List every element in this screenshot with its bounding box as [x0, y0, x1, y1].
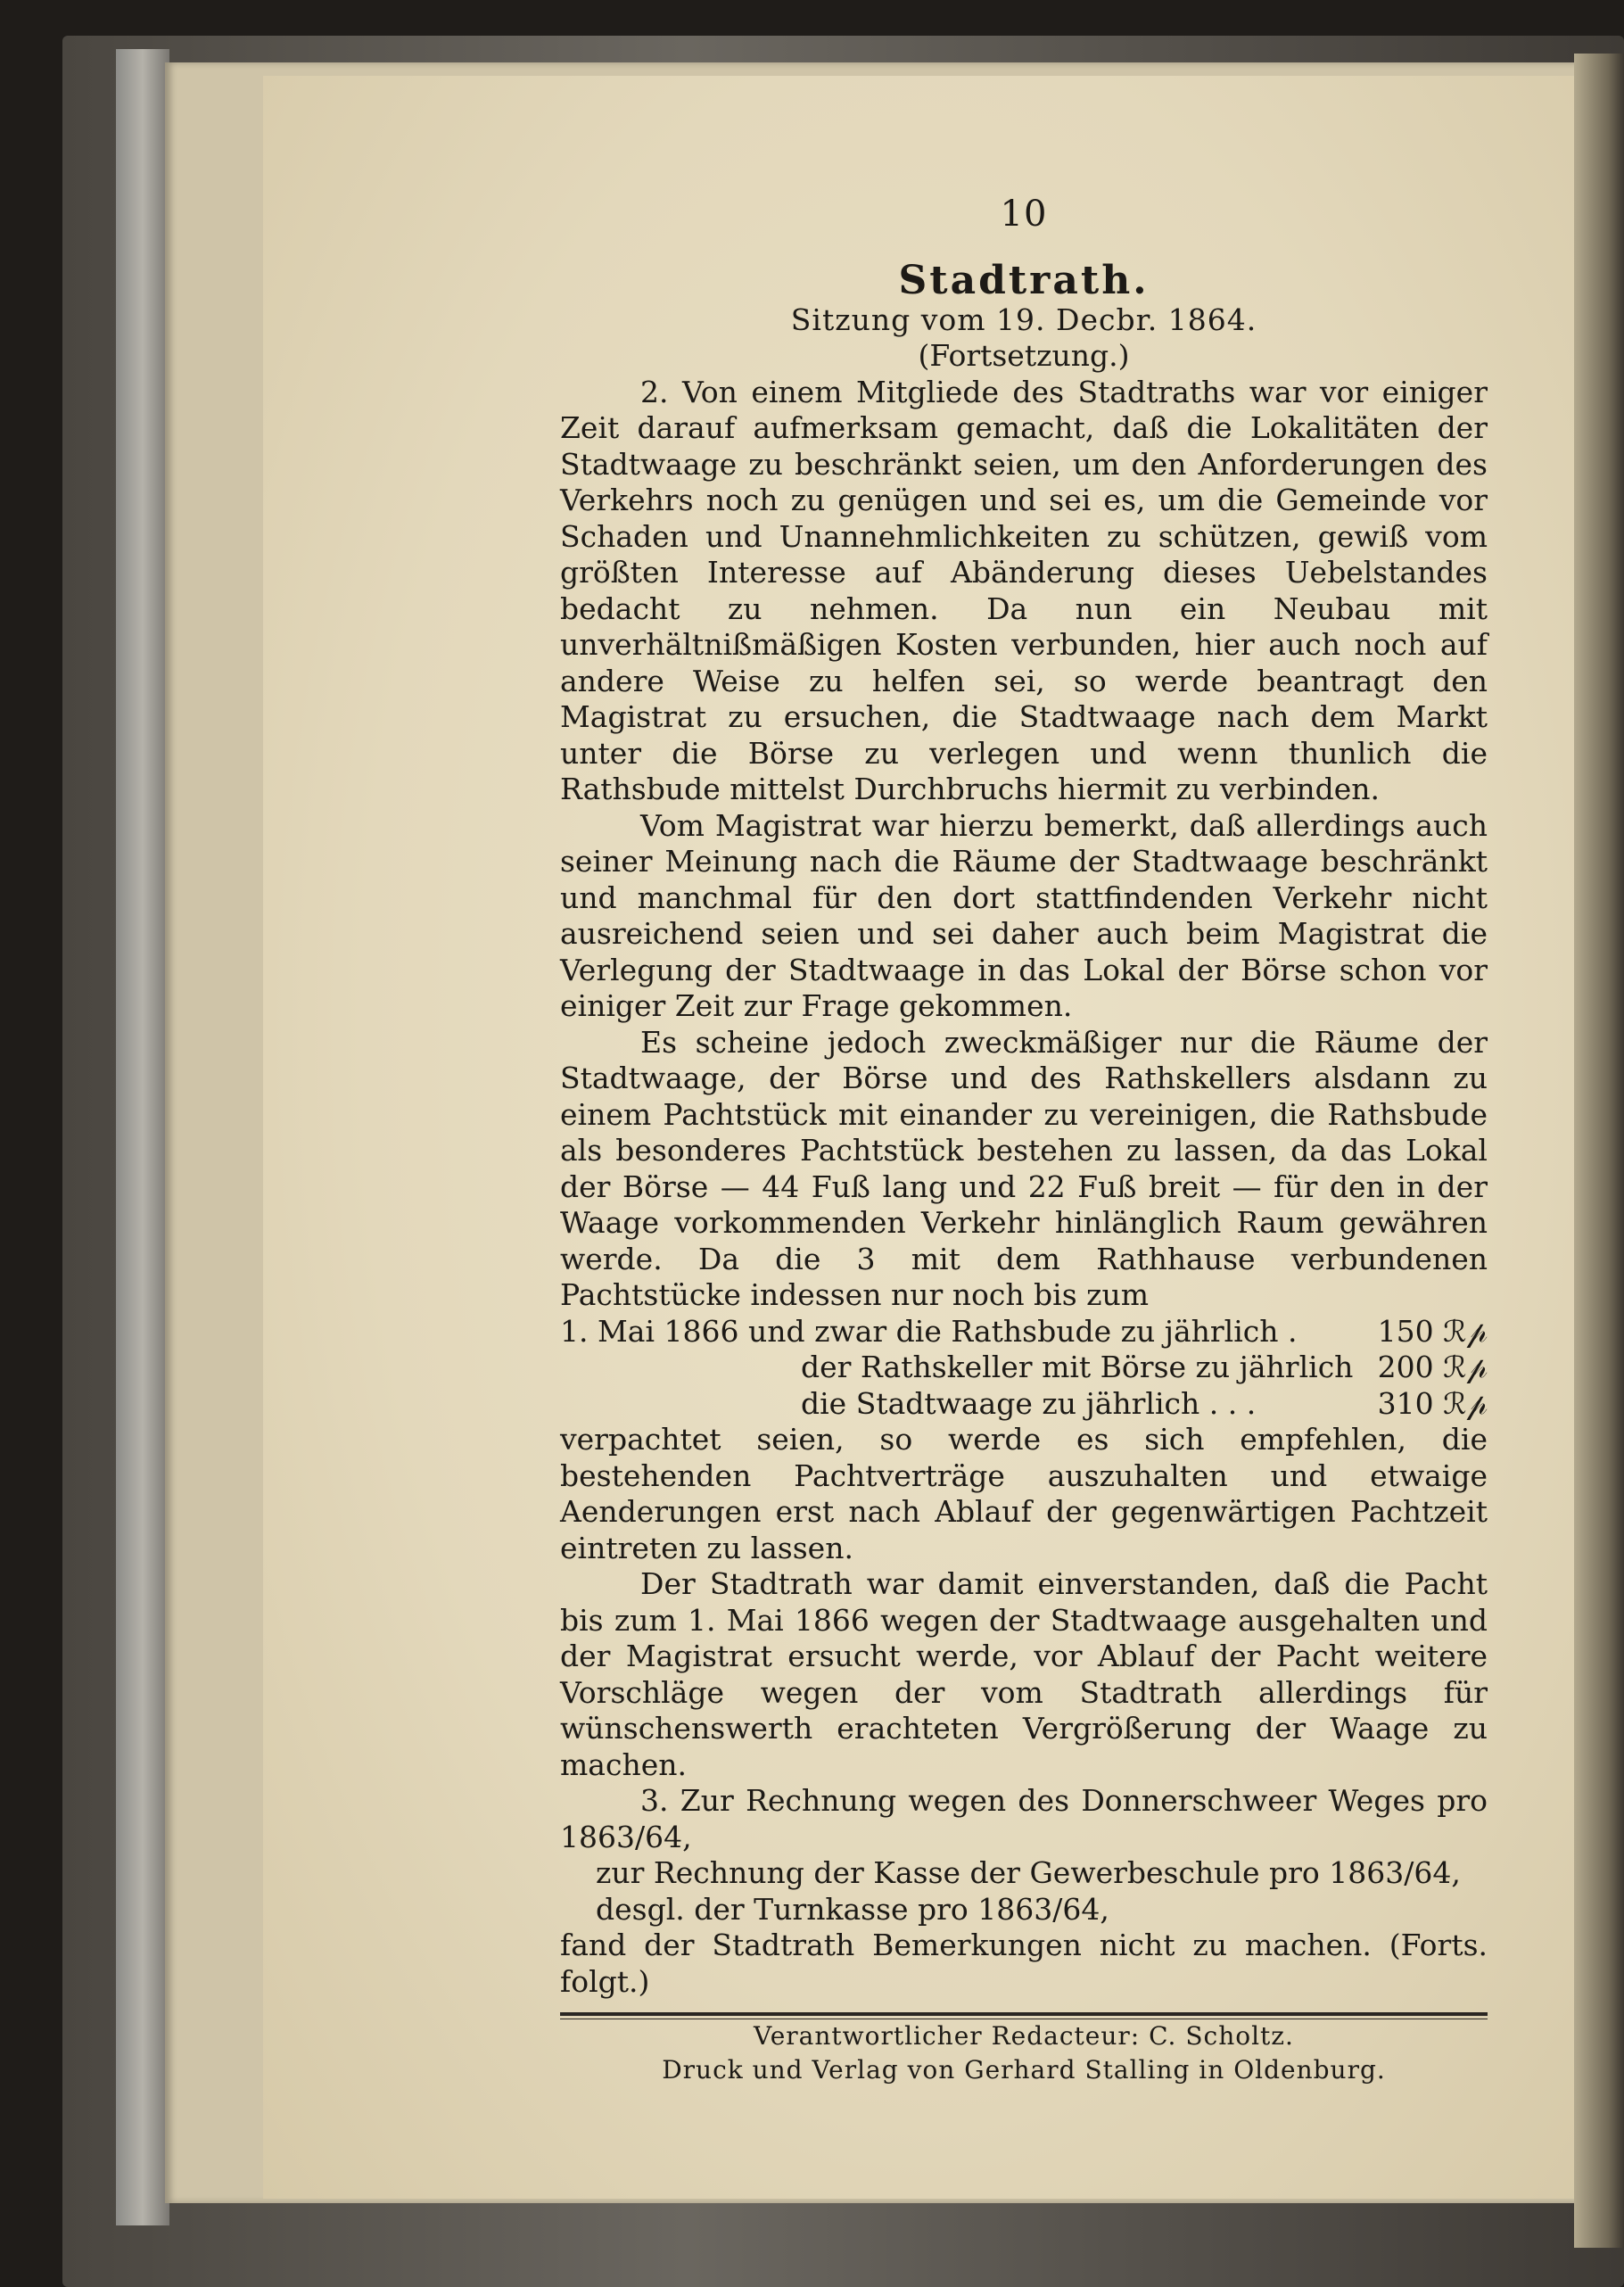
paragraph-lease-continuation: verpachtet seien, so werde es sich empfehlen, die bestehenden Pachtverträge auszuhalten und etwaige Aenderungen erst nach Ablauf der gegenwärtigen Pachtzeit eintreten zu lassen. [560, 1422, 1488, 1565]
printer-line: Druck und Verlag von Gerhard Stalling in Oldenburg. [662, 2055, 1386, 2085]
accounts-conclusion: fand der Stadtrath Bemerkungen nicht zu machen. (Forts. folgt.) [560, 1928, 1488, 1999]
accounts-line-gewerbeschule: zur Rechnung der Kasse der Gewerbeschule pro 1863/64, [596, 1855, 1461, 1890]
continuation-note: (Fortsetzung.) [918, 338, 1130, 373]
rent-row-rathskeller [560, 1350, 1488, 1386]
paragraph-resolution: Der Stadtrath war damit einverstanden, daß die Pacht bis zum 1. Mai 1866 wegen der Stadtwaage ausgehalten und der Magistrat ersucht werde, vor Ablauf der Pacht weitere Vorschläge wegen der vom Stadtrath allerdings für wünschenswerth erachteten Vergrößerung der Waage zu machen. [560, 1566, 1488, 1782]
rent-label: die Stadtwaage zu jährlich . . . [801, 1385, 1257, 1421]
section-title: Stadtrath. [898, 257, 1150, 303]
rent-amount: 200 ℛ𝓅 [1377, 1350, 1488, 1384]
accounts-line-turnkasse: desgl. der Turnkasse pro 1863/64, [596, 1891, 1109, 1927]
editor-line: Verantwortlicher Redacteur: C. Scholtz. [754, 2021, 1294, 2051]
rent-row-stadtwaage [560, 1386, 1488, 1423]
rent-amount: 150 ℛ𝓅 [1377, 1313, 1488, 1349]
rent-label: der Rathskeller mit Börse zu jährlich [801, 1350, 1354, 1384]
book-gutter [1574, 54, 1624, 2248]
rent-row-rathsbude [560, 1314, 1488, 1350]
cover-edge [116, 49, 169, 2225]
paragraph-proposal: Es scheine jedoch zweckmäßiger nur die Räume der Stadtwaage, der Börse und des Rathskellers alsdann zu einem Pachtstück mit einander zu vereinigen, die Rathsbude als besonderes Pachtstück bestehen zu lassen, da das Lokal der Börse — 44 Fuß lang und 22 Fuß breit — für den in der Waage vorkommenden Verkehr hinlänglich Raum gewähren werde. Da die 3 mit dem Rathhause verbundenen Pachtstücke indessen nur noch bis zum [560, 1024, 1488, 1312]
page-number: 10 [1000, 194, 1048, 235]
paragraph-magistrat-reply: Vom Magistrat war hierzu bemerkt, daß allerdings auch seiner Meinung nach die Räume der Stadtwaage beschränkt und manchmal für den dort stattfindenden Verkehr nicht ausreichend seien und sei daher auch beim Magistrat die Verlegung der Stadtwaage in das Lokal der Börse schon vor einiger Zeit zur Frage gekommen. [560, 807, 1488, 1023]
rent-amount: 310 ℛ𝓅 [1377, 1385, 1488, 1421]
session-line: Sitzung vom 19. Decbr. 1864. [790, 301, 1257, 337]
footer-rule [560, 2012, 1488, 2019]
paragraph-motion: 2. Von einem Mitgliede des Stadtraths war vor einiger Zeit darauf aufmerksam gemacht, daß die Lokalitäten der Stadtwaage zu beschränkt seien, um den Anforderungen des Verkehrs noch zu genügen und sei es, um die Gemeinde vor Schaden und Unannehmlichkeiten zu schützen, gewiß vom größten Interesse auf Abänderung dieses Uebelstandes bedacht zu nehmen. Da nun ein Neubau mit unverhältnißmäßigen Kosten verbunden, hier auch noch auf andere Weise zu helfen sei, so werde beantragt den Magistrat zu ersuchen, die Stadtwaage nach dem Markt unter die Börse zu verlegen und wenn thunlich die Rathsbude mittelst Durchbruchs hiermit zu verbinden. [560, 374, 1488, 806]
page-content [560, 196, 1488, 2087]
rent-label: 1. Mai 1866 und zwar die Rathsbude zu jährlich . [560, 1313, 1298, 1349]
paragraph-accounts: 3. Zur Rechnung wegen des Donnerschweer Weges pro 1863/64, [560, 1783, 1488, 1854]
